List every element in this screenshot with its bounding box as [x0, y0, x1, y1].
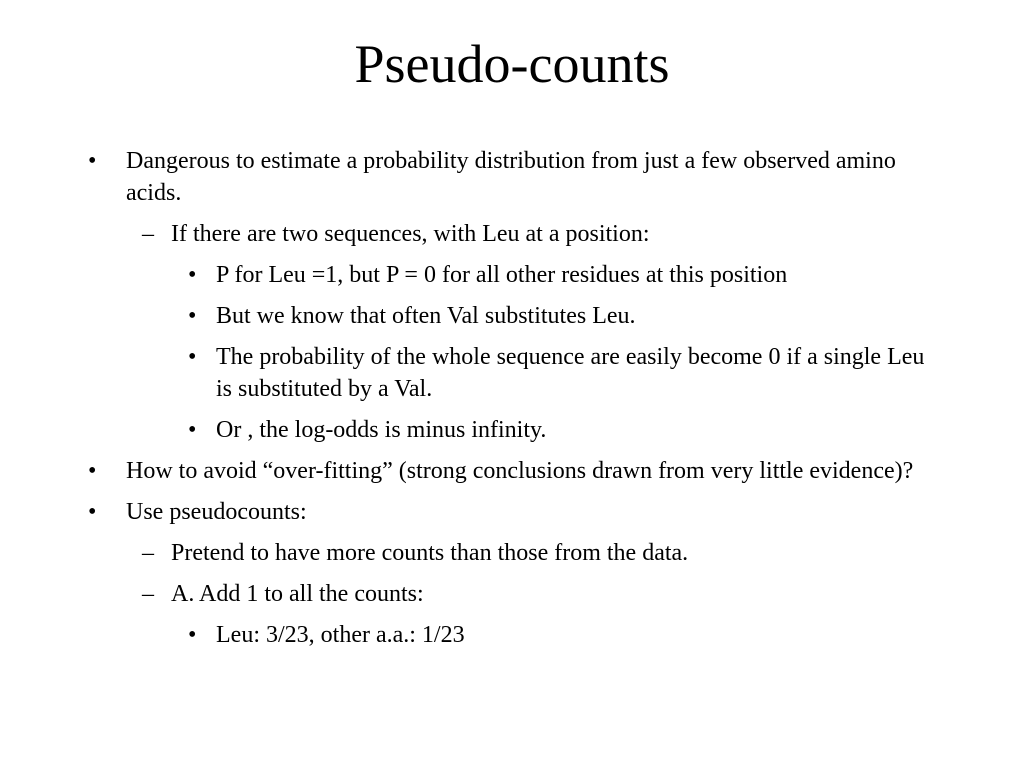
sub-sub-bullet-item	[0, 259, 932, 291]
slide-title: Pseudo-counts	[354, 34, 670, 94]
sub-sub-bullet-text: The probability of the whole sequence are easily become 0 if a single Leu is substituted by a Val.	[216, 344, 925, 402]
bullet-marker: •	[188, 344, 197, 370]
bullet-marker: •	[88, 458, 97, 484]
bullet-marker: •	[88, 499, 97, 525]
sub-sub-bullet-text: But we know that often Val substitutes Leu.	[216, 303, 636, 329]
sub-bullet-text: If there are two sequences, with Leu at a position:	[171, 221, 650, 247]
sub-bullet-item	[0, 537, 932, 569]
dash-marker: –	[142, 221, 154, 247]
bullet-item	[0, 145, 932, 209]
sub-bullet-item	[0, 218, 932, 250]
sub-sub-bullet-item	[0, 300, 932, 332]
sub-sub-bullet-item	[0, 341, 932, 405]
bullet-text: Dangerous to estimate a probability distribution from just a few observed amino acids.	[126, 148, 896, 206]
bullet-marker: •	[188, 622, 197, 648]
bullet-marker: •	[188, 303, 197, 329]
bullet-marker: •	[88, 148, 97, 174]
sub-sub-bullet-text: P for Leu =1, but P = 0 for all other residues at this position	[216, 262, 788, 288]
dash-marker: –	[142, 540, 154, 566]
bullet-marker: •	[188, 417, 197, 443]
sub-sub-bullet-text: Leu: 3/23, other a.a.: 1/23	[216, 622, 465, 648]
dash-marker: –	[142, 581, 154, 607]
bullet-marker: •	[188, 262, 197, 288]
sub-bullet-text: Pretend to have more counts than those from the data.	[171, 540, 689, 566]
bullet-item	[0, 496, 932, 528]
sub-sub-bullet-text: Or , the log-odds is minus infinity.	[216, 417, 547, 443]
bullet-text: Use pseudocounts:	[126, 499, 307, 525]
sub-sub-bullet-item	[0, 619, 932, 651]
sub-bullet-item	[0, 578, 932, 610]
bullet-item	[0, 455, 932, 487]
sub-sub-bullet-item	[0, 414, 932, 446]
sub-bullet-text: A. Add 1 to all the counts:	[171, 581, 424, 607]
bullet-list	[0, 145, 1024, 660]
bullet-text: How to avoid “over-fitting” (strong conclusions drawn from very little evidence)?	[126, 458, 914, 484]
